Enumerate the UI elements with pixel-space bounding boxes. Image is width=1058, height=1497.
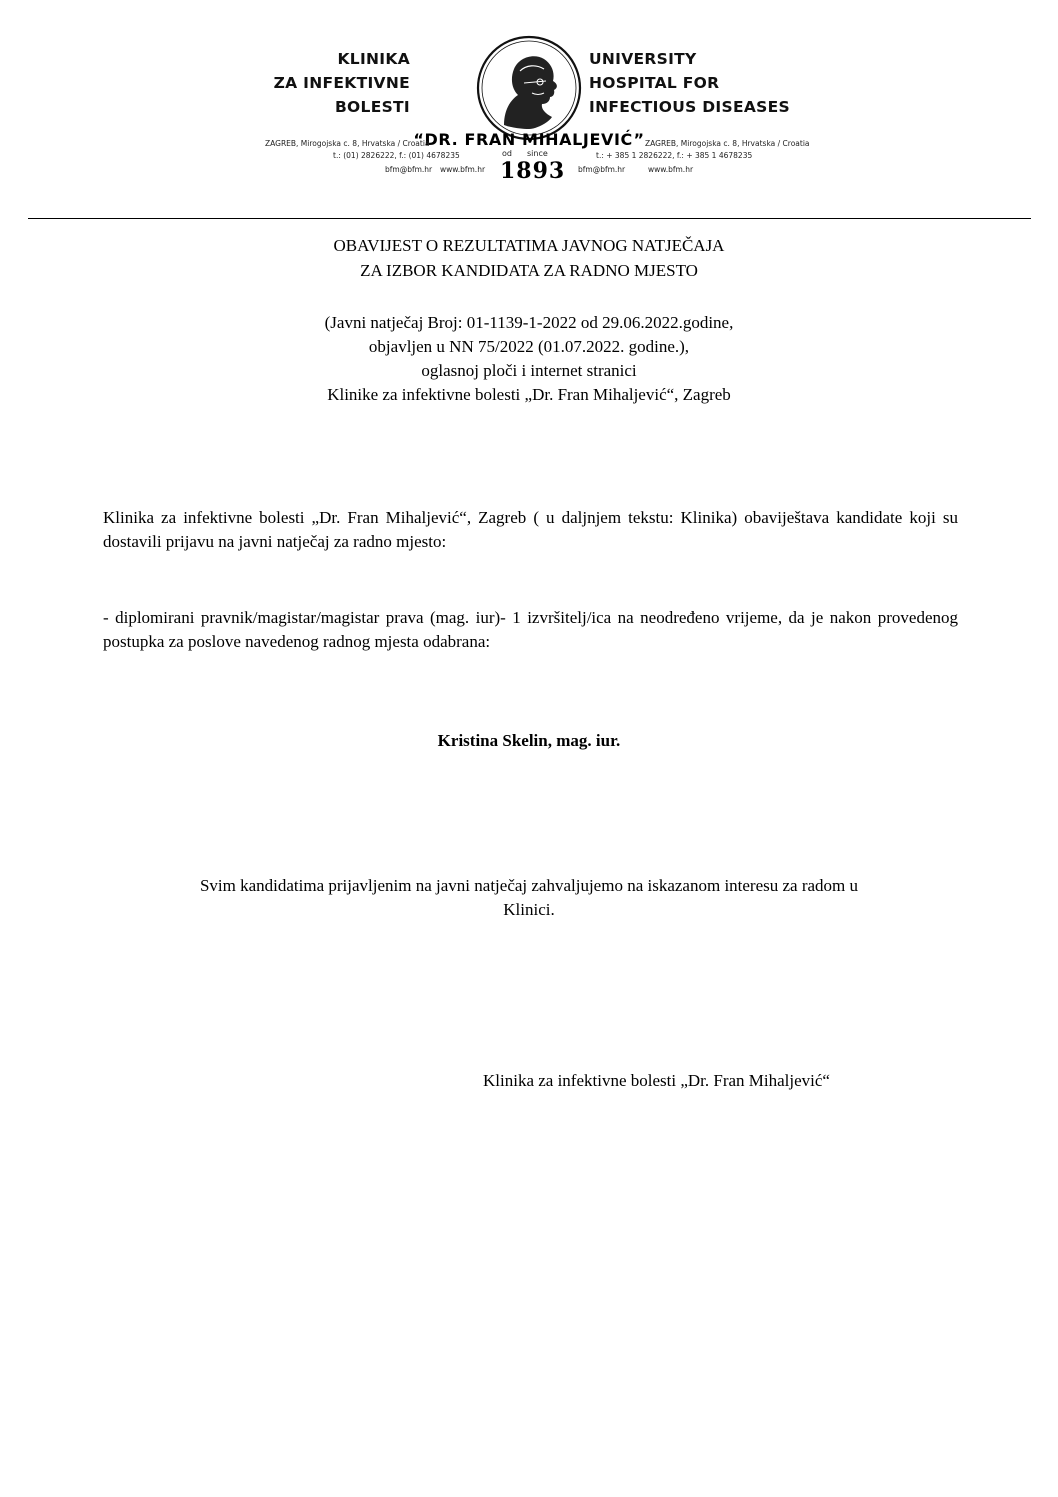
header-right-line-2: HOSPITAL FOR — [589, 74, 720, 92]
intro-paragraph: Klinika za infektivne bolesti „Dr. Fran Mihaljević“, Zagreb ( u daljnjem tekstu: Klinika) obaviještava kandidate koji su dostavili prijavu na javni natječaj za radno mjesto: — [103, 508, 958, 551]
left-address: ZAGREB, Mirogojska c. 8, Hrvatska / Croatia — [265, 139, 430, 148]
subtitle-line-1: (Javni natječaj Broj: 01-1139-1-2022 od 29.06.2022.godine, — [324, 313, 734, 332]
header-left-line-1: KLINIKA — [337, 50, 410, 68]
left-email: bfm@bfm.hr — [385, 165, 433, 174]
selected-candidate: Kristina Skelin, mag. iur. — [437, 731, 621, 750]
thanks-line-2: Klinici. — [503, 900, 555, 919]
title-line-2: ZA IZBOR KANDIDATA ZA RADNO MJESTO — [360, 261, 698, 280]
subtitle-line-2: objavljen u NN 75/2022 (01.07.2022. godine.), — [368, 337, 690, 356]
right-address: ZAGREB, Mirogojska c. 8, Hrvatska / Croatia — [645, 139, 810, 148]
header-divider — [28, 218, 1031, 219]
subtitle-line-4: Klinike za infektivne bolesti „Dr. Fran Mihaljević“, Zagreb — [327, 385, 731, 404]
signature: Klinika za infektivne bolesti „Dr. Fran Mihaljević“ — [483, 1071, 830, 1090]
right-phone: t.: + 385 1 2826222, f.: + 385 1 4678235 — [596, 151, 753, 160]
header-left-line-3: BOLESTI — [334, 98, 410, 116]
title-line-1: OBAVIJEST O REZULTATIMA JAVNOG NATJEČAJA — [333, 236, 725, 255]
header-left-block — [274, 47, 410, 119]
hospital-name: “DR. FRAN MIHALJEVIĆ” — [413, 130, 645, 149]
founding-year: 1893 — [500, 158, 566, 184]
od-label: od — [502, 149, 512, 158]
left-web: www.bfm.hr — [440, 165, 486, 174]
portrait-medallion-icon — [474, 33, 584, 143]
left-phone: t.: (01) 2826222, f.: (01) 4678235 — [333, 151, 460, 160]
right-web: www.bfm.hr — [648, 165, 694, 174]
header-left-line-2: ZA INFEKTIVNE — [273, 74, 410, 92]
position-paragraph: - diplomirani pravnik/magistar/magistar prava (mag. iur)- 1 izvršitelj/ica na neodređeno vrijeme, da je nakon provedenog postupka za poslove navedenog radnog mjesta odabrana: — [103, 608, 958, 651]
subtitle-line-3: oglasnoj ploči i internet stranici — [421, 361, 637, 380]
thanks-line-1: Svim kandidatima prijavljenim na javni natječaj zahvaljujemo na iskazanom interesu za radom u — [199, 876, 859, 895]
header-right-line-1: UNIVERSITY — [589, 50, 697, 68]
header-right-line-3: INFECTIOUS DISEASES — [589, 98, 790, 116]
header-right-block — [589, 47, 790, 119]
since-label: since — [527, 149, 548, 158]
right-email: bfm@bfm.hr — [578, 165, 626, 174]
